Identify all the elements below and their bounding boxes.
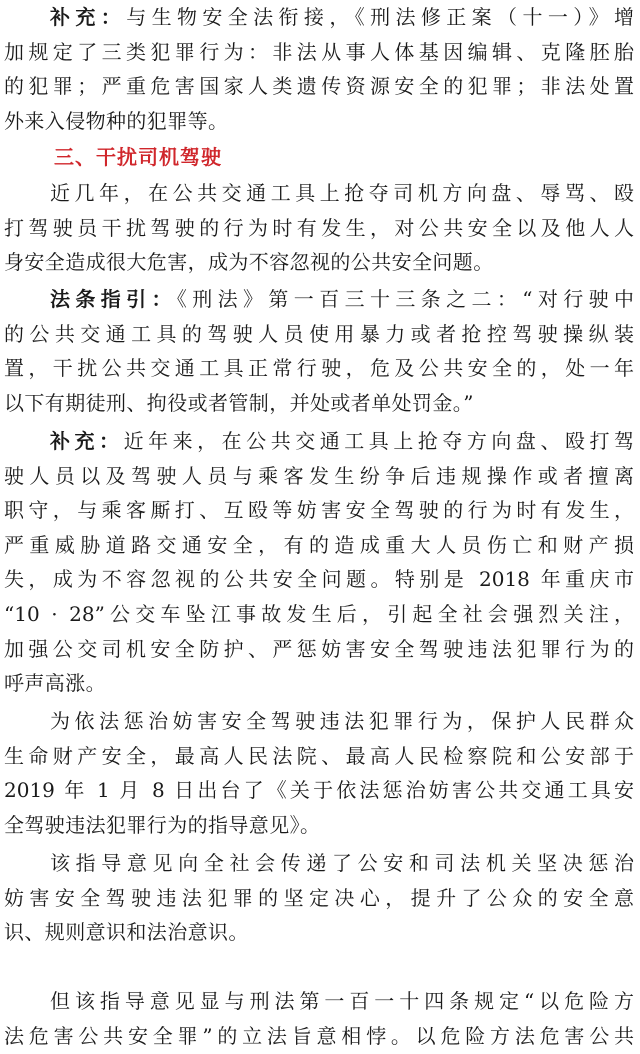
supplement-paragraph-1 [0, 0, 640, 138]
text-line: 的犯罪；严重危害国家人类遗传资源安全的犯罪；非法处置 [4, 74, 634, 99]
text-line: 职守，与乘客厮打、互殴等妨害安全驾驶的行为时有发生， [4, 498, 634, 523]
text-line: 该指导意见向全社会传递了公安和司法机关坚决惩治 [50, 851, 634, 875]
text-line: 外来入侵物种的犯罪等。 [4, 108, 229, 133]
paragraph-lead: 法条指引： [50, 287, 177, 311]
text-line: 全驾驶违法犯罪行为的指导意见》。 [4, 812, 321, 837]
line-text: 与生物安全法衔接，《刑法修正案（十一）》增 [126, 5, 635, 29]
text-line: 呼声高涨。 [4, 671, 106, 696]
text-line: 为依法惩治妨害安全驾驶违法犯罪行为，保护人民群众 [50, 709, 634, 733]
text-line [0, 424, 640, 459]
legal-reference-paragraph [0, 282, 640, 420]
text-line: 妨害安全驾驶违法犯罪的坚定决心，提升了公众的安全意 [4, 885, 634, 910]
text-line: 以下有期徒刑、拘役或者管制，并处或者单处罚金。” [4, 390, 474, 415]
text-line: 加规定了三类犯罪行为：非法从事人体基因编辑、克隆胚胎 [4, 39, 634, 64]
guidance-paragraph [0, 704, 640, 842]
text-line: 身安全造成很大危害，成为不容忽视的公共安全问题。 [4, 250, 494, 275]
paragraph-lead: 补充： [50, 429, 124, 453]
text-line: 打驾驶员干扰驾驶的行为时有发生，对公共安全以及他人人 [4, 215, 634, 240]
text-line: 2019 年 1 月 8 日出台了《关于依法惩治妨害公共交通工具安 [4, 778, 634, 803]
text-line: 严重威胁道路交通安全，有的造成重大人员伤亡和财产损 [4, 532, 634, 557]
text-line: “10 · 28”公交车坠江事故发生后，引起全社会强烈关注， [4, 601, 634, 626]
critique-paragraph [0, 984, 640, 1053]
text-line [0, 282, 640, 317]
text-line: 驶人员以及驾驶人员与乘客发生纷争后违规操作或者擅离 [4, 463, 634, 488]
text-line: 置，干扰公共交通工具正常行驶，危及公共安全的，处一年 [4, 356, 634, 381]
text-line: 加强公交司机安全防护、严惩妨害安全驾驶违法犯罪行为的 [4, 636, 634, 661]
paragraph-lead: 补充： [50, 5, 127, 29]
text-line [0, 0, 640, 35]
line-text: 《刑法》第一百三十三条之二：“对行驶中 [176, 287, 634, 311]
text-line: 生命财产安全，最高人民法院、最高人民检察院和公安部于 [4, 743, 634, 768]
text-line: 但该指导意见显与刑法第一百一十四条规定“以危险方 [50, 989, 634, 1013]
line-text: 近年来，在公共交通工具上抢夺方向盘、殴打驾 [123, 429, 635, 453]
text-line: 的公共交通工具的驾驶人员使用暴力或者抢控驾驶操纵装 [4, 321, 634, 346]
effect-paragraph [0, 846, 640, 950]
text-line: 近几年，在公共交通工具上抢夺司机方向盘、辱骂、殴 [50, 181, 634, 205]
section-heading: 三、干扰司机驾驶 [54, 145, 222, 169]
text-line: 法危害公共安全罪”的立法旨意相悖。以危险方法危害公共 [4, 1023, 634, 1048]
text-line: 识、规则意识和法治意识。 [4, 920, 249, 945]
supplement-paragraph-2 [0, 424, 640, 701]
intro-paragraph [0, 176, 640, 280]
text-line: 失，成为不容忽视的公共安全问题。特别是 2018 年重庆市 [4, 567, 634, 592]
